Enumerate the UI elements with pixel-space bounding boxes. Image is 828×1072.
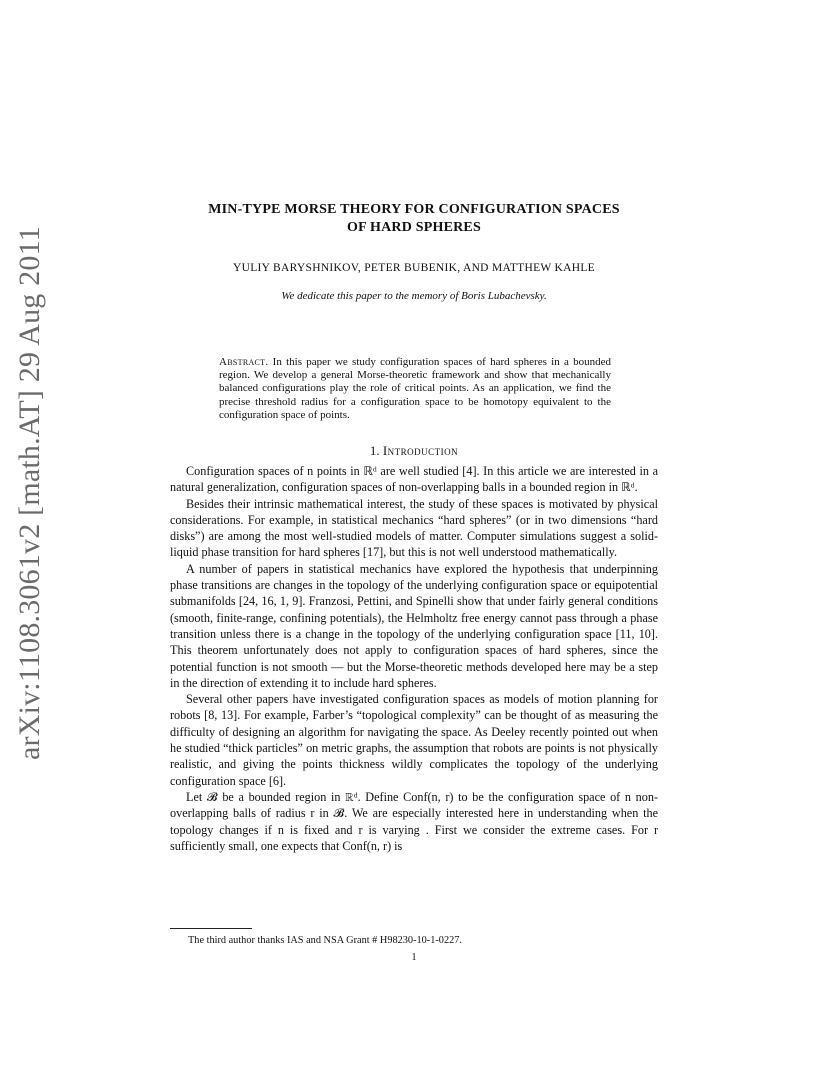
paragraph-2: Besides their intrinsic mathematical interest, the study of these spaces is motivated by physical considerations. For example, in statistical mechanics “hard spheres” (or in two dimensions “hard disks”) are among the most well-studied models of matter. Computer simulations suggest a solid-liquid phase transition for hard spheres [17], but this is not well understood mathematically.	[170, 496, 658, 560]
author-list: YULIY BARYSHNIKOV, PETER BUBENIK, AND MATTHEW KAHLE	[232, 262, 595, 274]
title-line-1: MIN-TYPE MORSE THEORY FOR CONFIGURATION SPACES	[208, 202, 620, 217]
section-name: Introduction	[382, 443, 459, 458]
abstract	[219, 356, 611, 422]
section-heading	[170, 443, 658, 459]
page-number: 1	[411, 952, 417, 963]
paragraph-5: Let 𝓑 be a bounded region in ℝᵈ. Define Conf(n, r) to be the configuration space of n non-overlapping balls of radius r in 𝓑. We are especially interested here in understanding when the topology changes if n is fixed and r is varying . First we consider the extreme cases. For r sufficiently small, one expects that Conf(n, r) is	[170, 789, 658, 853]
paragraph-1: Configuration spaces of n points in ℝᵈ are well studied [4]. In this article we are interested in a natural generalization, configuration spaces of non-overlapping balls in a bounded region in ℝᵈ.	[170, 464, 658, 495]
section-number: 1.	[369, 443, 380, 458]
arxiv-identifier: arXiv:1108.3061v2 [math.AT] 29 Aug 2011	[13, 226, 46, 760]
dedication: We dedicate this paper to the memory of Boris Lubachevsky.	[281, 290, 547, 302]
title-line-2: OF HARD SPHERES	[347, 220, 481, 235]
footnote: The third author thanks IAS and NSA Grant # H98230-10-1-0227.	[188, 935, 462, 946]
paragraph-3: A number of papers in statistical mechanics have explored the hypothesis that underpinning phase transitions are changes in the topology of the underlying configuration space or equipotential submanifolds [24, 16, 1, 9]. Franzosi, Pettini, and Spinelli show that under fairly general conditions (smooth, finite-range, confining potentials), the Helmholtz free energy cannot pass through a phase transition unless there is a change in the topology of the underlying configuration space [11, 10]. This theorem unfortunately does not apply to configuration spaces of hard spheres, since the potential function is not smooth — but the Morse-theoretic methods developed here may be a step in the direction of extending it to include hard spheres.	[170, 561, 658, 690]
abstract-text: In this paper we study configuration spaces of hard spheres in a bounded region. We develop a general Morse-theoretic framework and show that mechanically balanced configurations play the role of critical points. As an application, we find the precise threshold radius for a configuration space to be homotopy equivalent to the configuration space of points.	[219, 356, 611, 421]
section-body	[170, 463, 658, 854]
abstract-label: Abstract.	[219, 356, 269, 368]
paragraph-4: Several other papers have investigated configuration spaces as models of motion planning for robots [8, 13]. For example, Farber’s “topological complexity” can be thought of as measuring the difficulty of designing an algorithm for navigating the space. As Deeley recently pointed out when he studied “thick particles” on metric graphs, the assumption that robots are points is not physically realistic, and giving the points thickness wildly complicates the topology of the underlying configuration space [6].	[170, 692, 658, 788]
footnote-divider	[170, 928, 252, 929]
paper-title	[170, 201, 658, 237]
